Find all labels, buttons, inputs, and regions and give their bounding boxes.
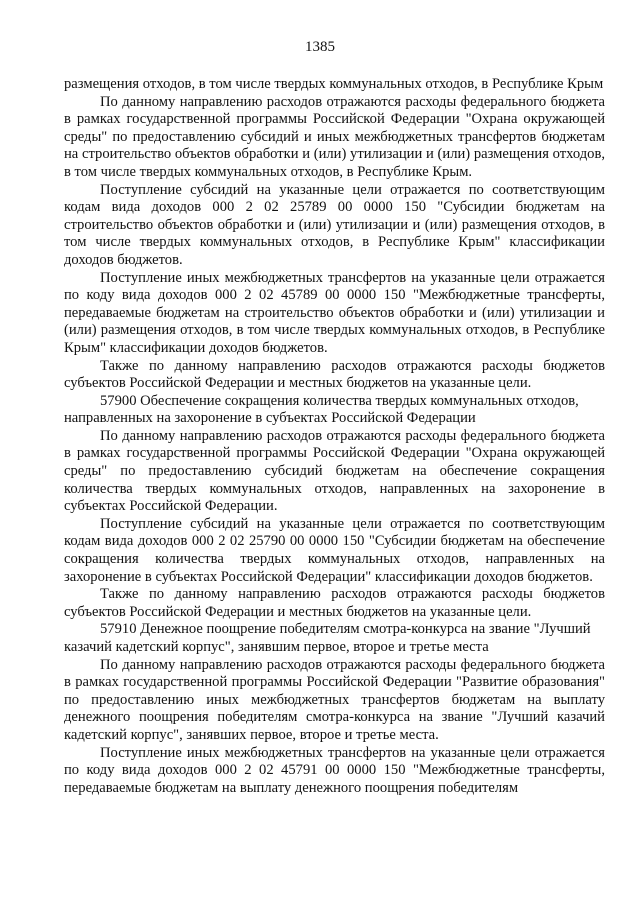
paragraph: По данному направлению расходов отражаются расходы федерального бюджета в рамках государственной программы Российской Федерации "Охрана окружающей среды" по предоставлению субсидий и иных межбюджетных трансфертов бюджетам на строительство объектов обработки и (или) утилизации и (или) размещения отходов, в том числе твердых коммунальных отходов, в Республике Крым. bbox=[64, 93, 605, 180]
paragraph-continuation: размещения отходов, в том числе твердых коммунальных отходов, в Республике Крым bbox=[64, 76, 604, 92]
paragraph: Поступление субсидий на указанные цели отражается по соответствующим кодам вида доходов 000 2 02 25789 00 0000 150 "Субсидии бюджетам на строительство объектов обработки и (или) утилизации и (или) размещения отходов, в том числе твердых коммунальных отходов, в Республике Крым" классификации доходов бюджетов. bbox=[64, 181, 605, 268]
document-body bbox=[64, 76, 605, 797]
paragraph: По данному направлению расходов отражаются расходы федерального бюджета в рамках государственной программы Российской Федерации "Охрана окружающей среды" по предоставлению субсидий бюджетам на обеспечение сокращения количества твердых коммунальных отходов, направленных на захоронение в субъектах Российской Федерации. bbox=[64, 427, 605, 515]
paragraph: По данному направлению расходов отражаются расходы федерального бюджета в рамках государственной программы Российской Федерации "Развитие образования" по предоставлению иных межбюджетных трансфертов бюджетам на выплату денежного поощрения победителям смотра-конкурса на звание "Лучший казачий кадетский корпус", занявших первое, второе и третье места. bbox=[64, 656, 605, 743]
paragraph: Поступление иных межбюджетных трансфертов на указанные цели отражается по коду вида доходов 000 2 02 45791 00 0000 150 "Межбюджетные трансферты, передаваемые бюджетам на выплату денежного поощрения победителям bbox=[64, 744, 605, 796]
page-number: 1385 bbox=[305, 39, 335, 55]
section-heading-57910: 57910 Денежное поощрение победителям смотра-конкурса на звание "Лучший казачий кадетский корпус", занявшим первое, второе и третье места bbox=[64, 621, 591, 655]
paragraph: Поступление субсидий на указанные цели отражается по соответствующим кодам вида доходов 000 2 02 25790 00 0000 150 "Субсидии бюджетам на обеспечение сокращения количества твердых коммунальных отходов, направленных на захоронение в субъектах Российской Федерации" классификации доходов бюджетов. bbox=[64, 515, 605, 585]
paragraph: Также по данному направлению расходов отражаются расходы бюджетов субъектов Российской Федерации и местных бюджетов на указанные цели. bbox=[64, 357, 605, 392]
section-heading-57900: 57900 Обеспечение сокращения количества твердых коммунальных отходов, направленных на захоронение в субъектах Российской Федерации bbox=[64, 392, 579, 427]
paragraph: Поступление иных межбюджетных трансфертов на указанные цели отражается по коду вида доходов 000 2 02 45789 00 0000 150 "Межбюджетные трансферты, передаваемые бюджетам на строительство объектов обработки и (или) утилизации и (или) размещения отходов, в том числе твердых коммунальных отходов, в Республике Крым" классификации доходов бюджетов. bbox=[64, 269, 605, 356]
paragraph: Также по данному направлению расходов отражаются расходы бюджетов субъектов Российской Федерации и местных бюджетов на указанные цели. bbox=[64, 586, 605, 620]
